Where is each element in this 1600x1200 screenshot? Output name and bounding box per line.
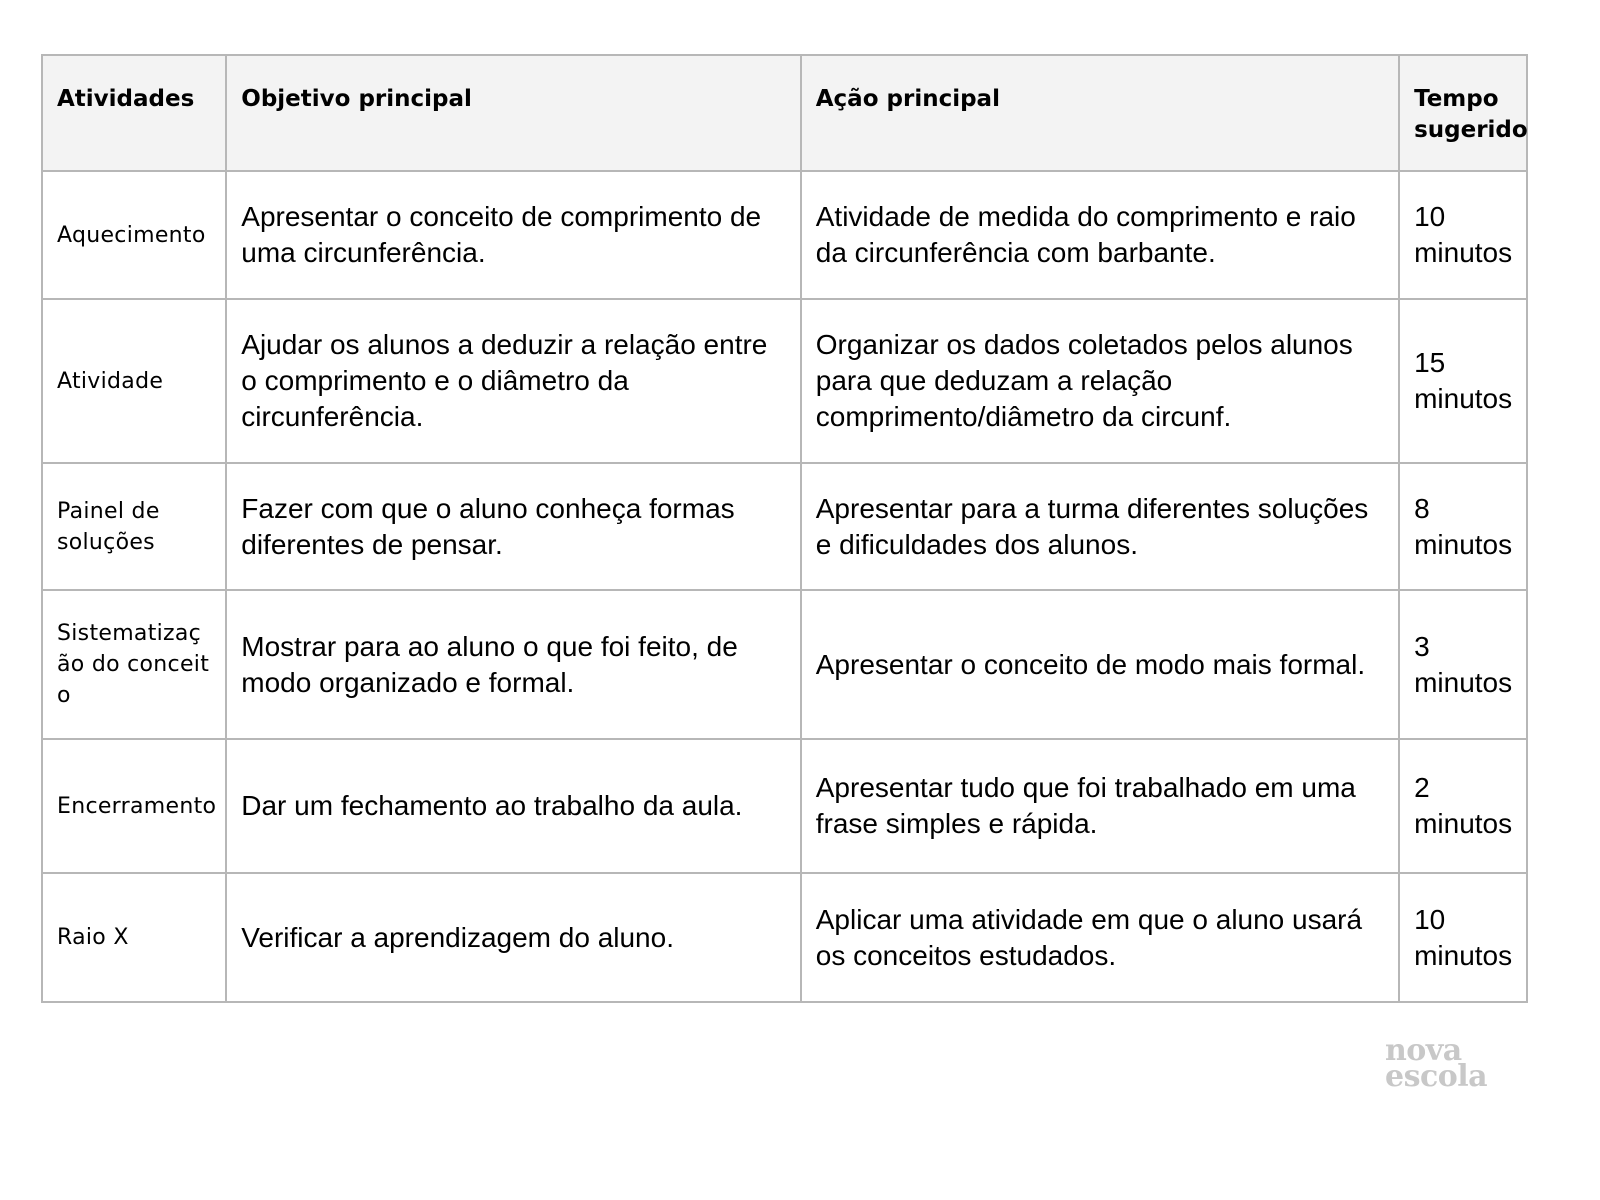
cell-acao: Apresentar tudo que foi trabalhado em uma frase simples e rápida. — [801, 739, 1399, 873]
header-row — [42, 55, 1527, 171]
cell-acao: Apresentar para a turma diferentes soluções e dificuldades dos alunos. — [801, 463, 1399, 590]
cell-objetivo: Dar um fechamento ao trabalho da aula. — [226, 739, 800, 873]
cell-acao: Organizar os dados coletados pelos alunos para que deduzam a relação comprimento/diâmetro da circunf. — [801, 299, 1399, 463]
cell-atividade: Painel de soluções — [42, 463, 226, 590]
cell-acao: Aplicar uma atividade em que o aluno usará os conceitos estudados. — [801, 873, 1399, 1002]
cell-atividade: Atividade — [42, 299, 226, 463]
cell-objetivo: Apresentar o conceito de comprimento de uma circunferência. — [226, 171, 800, 299]
cell-acao: Atividade de medida do comprimento e raio da circunferência com barbante. — [801, 171, 1399, 299]
header-tempo: Tempo sugerido — [1399, 55, 1527, 171]
cell-tempo: 15 minutos — [1399, 299, 1527, 463]
logo-line-2: escola — [1385, 1059, 1488, 1094]
logo-line-1: nova — [1385, 1033, 1462, 1068]
cell-atividade: Encerramento — [42, 739, 226, 873]
table-row — [42, 873, 1527, 1002]
cell-tempo: 8 minutos — [1399, 463, 1527, 590]
cell-atividade: Raio X — [42, 873, 226, 1002]
lesson-plan-table — [41, 54, 1528, 1003]
cell-objetivo: Fazer com que o aluno conheça formas diferentes de pensar. — [226, 463, 800, 590]
table-row — [42, 463, 1527, 590]
cell-tempo: 10 minutos — [1399, 171, 1527, 299]
cell-objetivo: Verificar a aprendizagem do aluno. — [226, 873, 800, 1002]
table-row — [42, 590, 1527, 739]
cell-acao: Apresentar o conceito de modo mais formal. — [801, 590, 1399, 739]
table-row — [42, 299, 1527, 463]
header-objetivo: Objetivo principal — [226, 55, 800, 171]
cell-tempo: 2 minutos — [1399, 739, 1527, 873]
cell-tempo: 3 minutos — [1399, 590, 1527, 739]
nova-escola-logo — [1385, 1033, 1488, 1094]
table-row — [42, 739, 1527, 873]
header-acao: Ação principal — [801, 55, 1399, 171]
cell-atividade: Aquecimento — [42, 171, 226, 299]
table-row — [42, 171, 1527, 299]
cell-objetivo: Ajudar os alunos a deduzir a relação entre o comprimento e o diâmetro da circunferência. — [226, 299, 800, 463]
cell-atividade: Sistematização do conceito — [42, 590, 226, 739]
header-atividades: Atividades — [42, 55, 226, 171]
cell-tempo: 10 minutos — [1399, 873, 1527, 1002]
cell-objetivo: Mostrar para ao aluno o que foi feito, de modo organizado e formal. — [226, 590, 800, 739]
